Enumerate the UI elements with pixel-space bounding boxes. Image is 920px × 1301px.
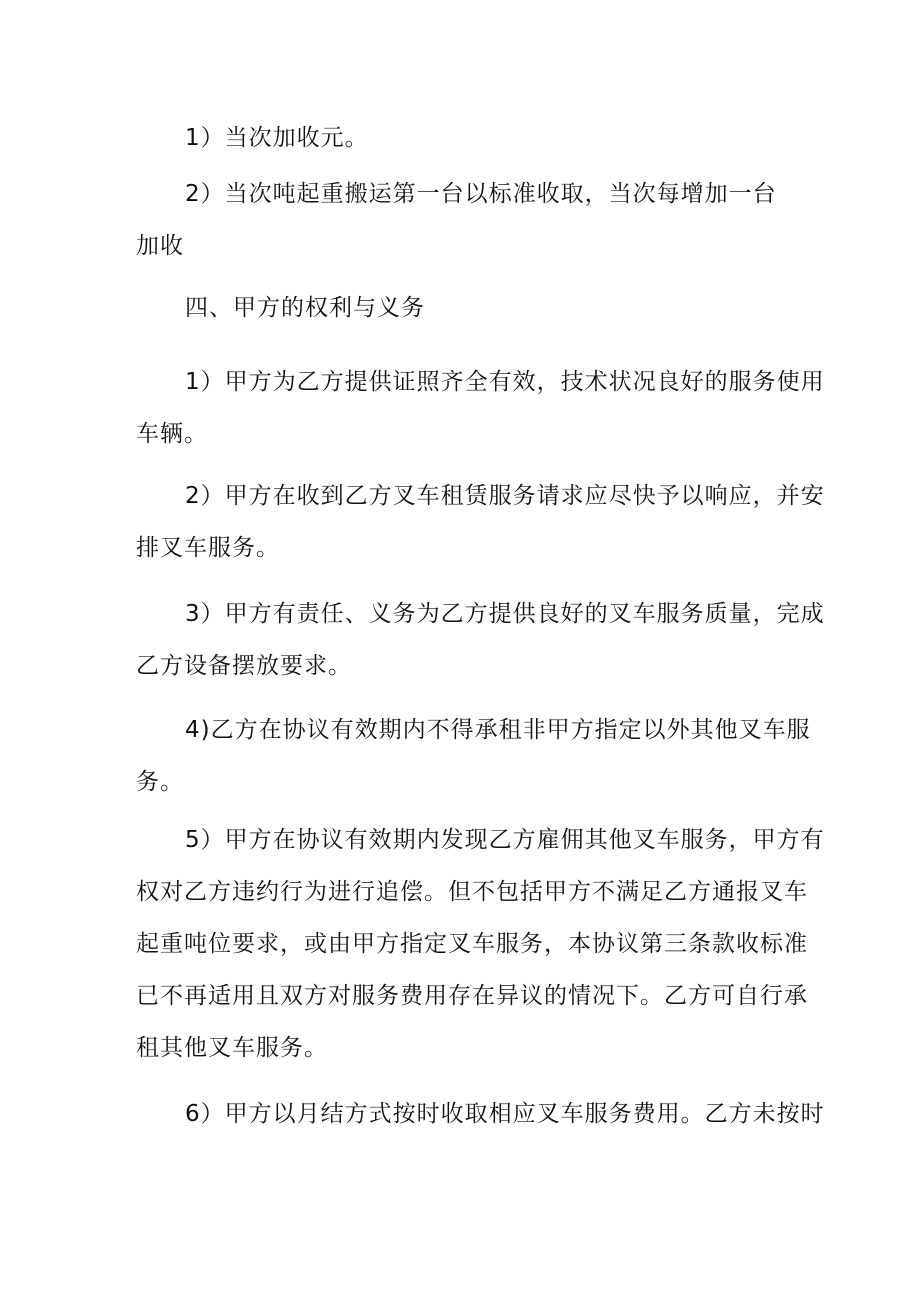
paragraph-fee-1	[136, 112, 796, 164]
text-line: 务。	[136, 769, 184, 795]
text-line: 租其他叉车服务。	[136, 1035, 328, 1061]
paragraph-duty-2	[136, 470, 825, 574]
text-line: 2）当次吨起重搬运第一台以标准收取，当次每增加一台	[185, 181, 777, 207]
section-heading-rights-obligations	[136, 282, 796, 334]
paragraph-duty-4	[136, 704, 811, 808]
text-line: 3）甲方有责任、义务为乙方提供良好的叉车服务质量，完成	[185, 601, 825, 627]
text-line: 权对乙方违约行为进行追偿。但不包括甲方不满足乙方通报叉车	[136, 879, 808, 905]
text-line: 起重吨位要求，或由甲方指定叉车服务，本协议第三条款收标准	[136, 931, 808, 957]
text-line: 2）甲方在收到乙方叉车租赁服务请求应尽快予以响应，并安	[185, 483, 825, 509]
text-line: 1）当次加收元。	[185, 125, 369, 151]
paragraph-duty-1	[136, 356, 825, 460]
text-line: 车辆。	[136, 421, 208, 447]
section-heading-text: 四、甲方的权利与义务	[185, 295, 425, 321]
text-line: 1）甲方为乙方提供证照齐全有效，技术状况良好的服务使用	[185, 369, 825, 395]
paragraph-duty-6	[136, 1088, 825, 1140]
text-line: 6）甲方以月结方式按时收取相应叉车服务费用。乙方未按时	[185, 1101, 825, 1127]
text-line: 5）甲方在协议有效期内发现乙方雇佣其他叉车服务，甲方有	[185, 827, 825, 853]
text-line: 排叉车服务。	[136, 535, 280, 561]
paragraph-fee-2	[136, 168, 796, 272]
text-line: 已不再适用且双方对服务费用存在异议的情况下。乙方可自行承	[136, 983, 808, 1009]
paragraph-duty-3	[136, 588, 825, 692]
paragraph-duty-5	[136, 814, 825, 1074]
text-line: 加收	[136, 233, 184, 259]
text-line: 乙方设备摆放要求。	[136, 653, 352, 679]
text-line: 4)乙方在协议有效期内不得承租非甲方指定以外其他叉车服	[185, 717, 811, 743]
